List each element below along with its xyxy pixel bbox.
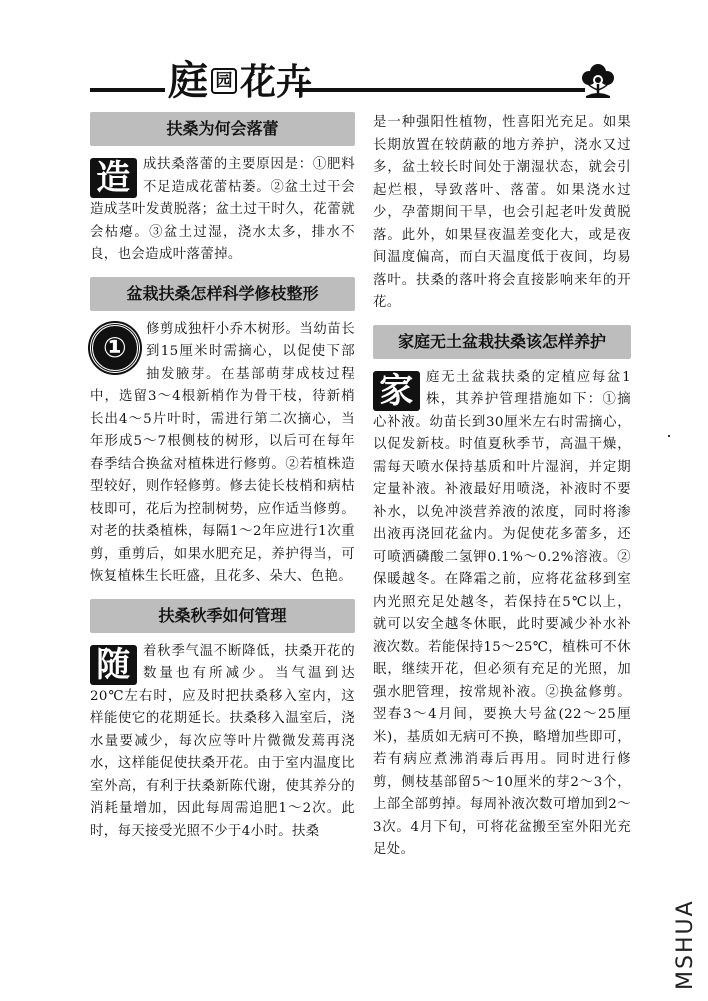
column-title-part3: 花卉 <box>240 61 313 103</box>
section-title-2: 盆栽扶桑怎样科学修枝整形 <box>90 277 355 311</box>
dropcap-3: 随 <box>90 645 137 685</box>
page-header <box>90 58 620 108</box>
section-text-4: 庭无土盆栽扶桑的定植应每盆1株，其养护管理措施如下：①摘心补液。幼苗长到30厘米左右时需摘心，以促发新枝。时值夏秋季节，高温干燥，需每天喷水保持基质和叶片湿润，并定期定量补液。补液最好用喷浇，补液时不要补水，以免冲淡营养液的浓度，同时将渗出液再浇回花盆内。为促使花多蕾多，还可喷洒磷酸二氢钾0.1%～0.2%溶液。②保暖越冬。在降霜之前，应将花盆移到室内光照充足处越冬，若保持在5℃以上，就可以安全越冬休眠，此时要减少补水补液次数。若能保持15～25℃，植株可不休眠，继续开花，但必须有充足的光照，加强水肥管理，按常规补液。②换盆修剪。翌春3～4月间，要换大号盆(22～25厘米)，基质如无病可不换，略增加些即可，若有病应煮沸消毒后再用。同时进行修剪，侧枝基部留5～10厘米的芽2～3个，上部全部剪掉。每周补液次数可增加到2～3次。4月下旬，可将花盆搬至室外阳光充足处。 <box>373 369 631 857</box>
section-body-4 <box>373 367 631 862</box>
column-title-part2: 园 <box>211 68 237 94</box>
section-title-3: 扶桑秋季如何管理 <box>90 599 355 633</box>
section-title-1: 扶桑为何会落蕾 <box>90 112 355 146</box>
flower-logo-icon <box>576 58 620 102</box>
dropcap-1: 造 <box>90 158 137 198</box>
section-body-2 <box>90 319 355 589</box>
section-body-3-continued: 是一种强阳性植物，性喜阳光充足。如果长期放置在较荫蔽的地方养护，浇水又过多，盆土较长时间处于潮湿状态，就会引起烂根，导致落叶、落蕾。如果浇水过少，孕蕾期间干旱，也会引起老叶发黄脱落。此外，如果昼夜温差变化大，或是夜间温度偏高，而白天温度低于夜间，均易落叶。扶桑的落叶将会直接影响来年的开花。 <box>373 115 631 310</box>
section-body-1 <box>90 154 355 267</box>
section-text-2: 修剪成独杆小乔木树形。当幼苗长到15厘米时需摘心，以促使下部抽发腋芽。在基部萌芽成枝过程中，选留3～4根新梢作为骨干枝，待新梢长出4～5片叶时，需进行第二次摘心，当年形成5～7根侧枝的树形，以后可在每年春季结合换盆对植株进行修剪。②若植株造型较好，则作轻修剪。修去徒长枝梢和病枯枝即可，花后为控制树势，应作适当修剪。对老的扶桑植株，每隔1～2年应进行1次重剪，重剪后，如果水肥充足，养护得当，可恢复植株生长旺盛，且花多、朵大、色艳。 <box>90 321 355 584</box>
dropcap-2: ① <box>90 323 140 373</box>
left-column <box>90 112 355 843</box>
section-text-1: 成扶桑落蕾的主要原因是：①肥料不足造成花蕾枯萎。②盆土过干会造成茎叶发黄脱落；盆土过干时久，花蕾就会枯瘪。③盆土过湿，浇水太多，排水不良，也会造成叶落蕾掉。 <box>90 157 355 262</box>
section-body-3 <box>90 641 355 844</box>
right-column <box>373 112 631 862</box>
section-text-3: 着秋季气温不断降低，扶桑开花的数量也有所减少。当气温到达20℃左右时，应及时把扶桑移入室内，这样能使它的花期延长。扶桑移入温室后，浇水量要减少，每次应等叶片微微发蔫再浇水，这样能促使扶桑开花。由于室内温度比室外高，有利于扶桑新陈代谢，使其养分的消耗量增加，因此每周需追肥1～2次。此时，每天接受光照不少于4小时。扶桑 <box>90 643 355 839</box>
watermark: MSHUA <box>673 899 698 990</box>
dropcap-4: 家 <box>373 371 420 411</box>
section-title-4: 家庭无土盆栽扶桑该怎样养护 <box>373 325 631 359</box>
column-title-part1: 庭 <box>168 57 208 104</box>
header-rule-right <box>295 88 585 92</box>
header-rule-left <box>90 88 165 92</box>
column-title <box>168 58 312 105</box>
scan-speck <box>668 435 670 437</box>
